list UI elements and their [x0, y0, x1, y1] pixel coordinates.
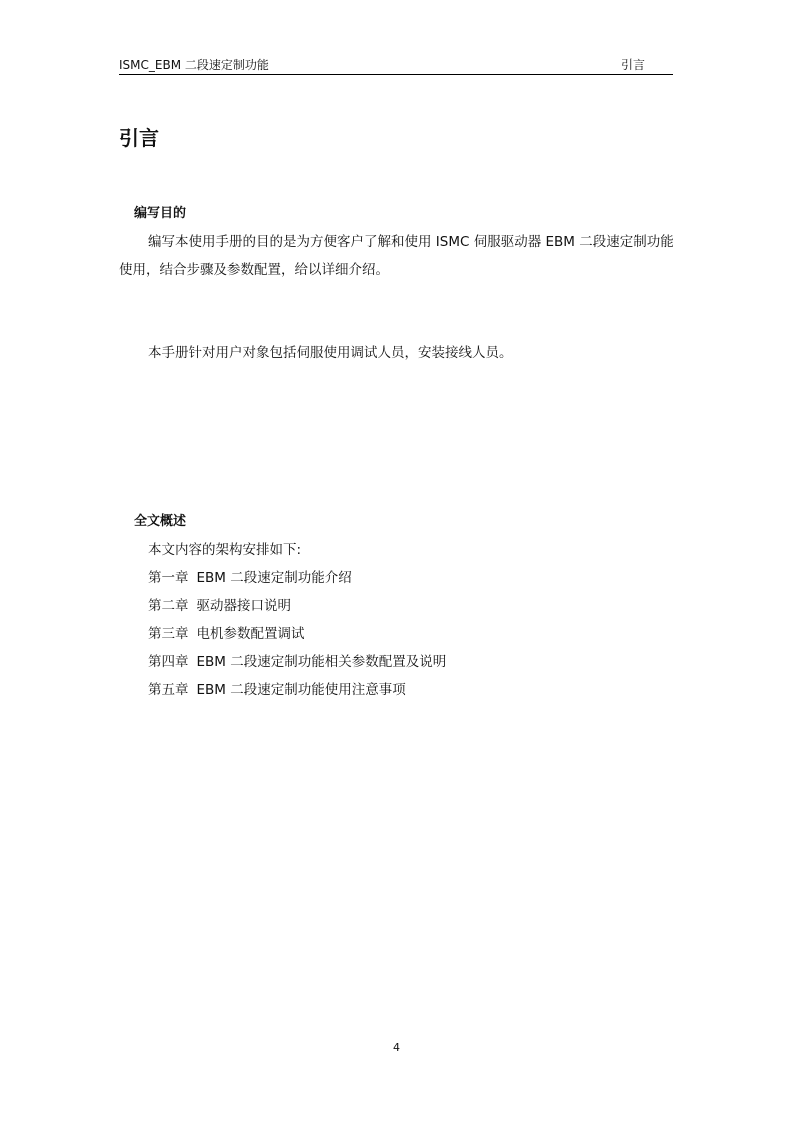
- audience-paragraph: 本手册针对用户对象包括伺服使用调试人员，安装接线人员。: [148, 345, 513, 361]
- toc-chapter-number: 第一章: [148, 570, 189, 586]
- toc-chapter-number: 第二章: [148, 598, 189, 614]
- toc-chapter-5: [148, 680, 406, 700]
- toc-chapter-2: [148, 596, 291, 616]
- page-title: 引言: [119, 126, 159, 150]
- section-heading-overview: 全文概述: [134, 514, 187, 529]
- toc-chapter-4: [148, 652, 446, 672]
- toc-chapter-number: 第五章: [148, 682, 189, 698]
- header-section-title: 引言: [620, 58, 645, 72]
- page-header: [119, 56, 673, 75]
- overview-intro: 本文内容的架构安排如下:: [148, 542, 302, 558]
- header-document-title: ISMC_EBM 二段速定制功能: [119, 58, 269, 72]
- toc-chapter-3: [148, 624, 305, 644]
- section-heading-purpose: 编写目的: [134, 206, 187, 221]
- page-number: 4: [393, 1041, 400, 1054]
- toc-chapter-title: 电机参数配置调试: [196, 626, 305, 642]
- toc-chapter-1: [148, 568, 352, 588]
- toc-chapter-number: 第四章: [148, 654, 189, 670]
- toc-chapter-title: EBM 二段速定制功能相关参数配置及说明: [196, 654, 447, 670]
- toc-chapter-title: 驱动器接口说明: [196, 598, 291, 614]
- toc-chapter-title: EBM 二段速定制功能介绍: [196, 570, 352, 586]
- purpose-paragraph-line-1: 编写本使用手册的目的是为方便客户了解和使用 ISMC 伺服驱动器 EBM 二段速定制功能: [148, 234, 674, 250]
- toc-chapter-number: 第三章: [148, 626, 189, 642]
- purpose-paragraph-line-2: 使用，结合步骤及参数配置，给以详细介绍。: [119, 262, 389, 278]
- toc-chapter-title: EBM 二段速定制功能使用注意事项: [196, 682, 406, 698]
